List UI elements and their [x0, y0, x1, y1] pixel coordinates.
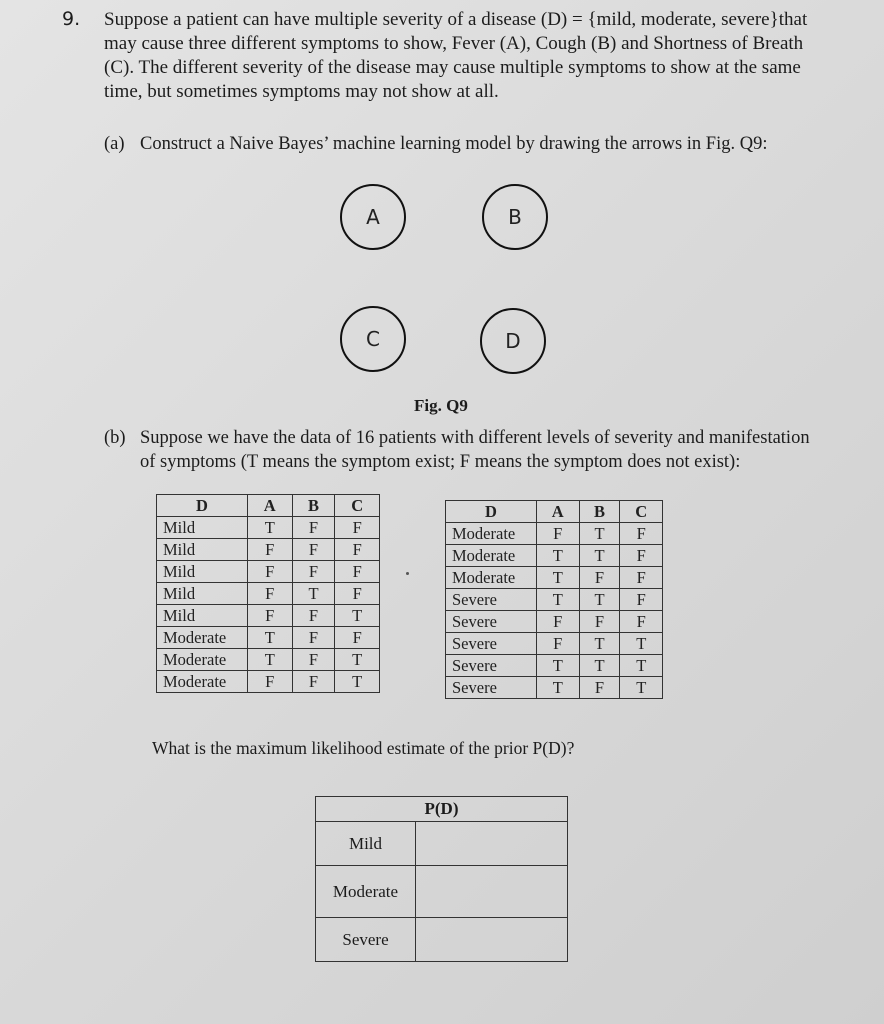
question-intro — [104, 8, 824, 104]
header-d: D — [446, 501, 537, 523]
cell-d: Severe — [446, 589, 537, 611]
header-a: A — [248, 495, 293, 517]
cell-a: F — [537, 523, 580, 545]
prior-label-moderate: Moderate — [316, 866, 416, 918]
cell-c: F — [335, 561, 380, 583]
table-row — [446, 545, 663, 567]
table-header-row — [157, 495, 380, 517]
cell-d: Severe — [446, 611, 537, 633]
intro-line: time, but sometimes symptoms may not show at all. — [104, 81, 499, 102]
cell-d: Mild — [157, 605, 248, 627]
cell-a: F — [248, 561, 293, 583]
table-row — [446, 611, 663, 633]
data-table-left — [156, 494, 380, 693]
cell-c: F — [335, 539, 380, 561]
header-c: C — [335, 495, 380, 517]
figure-caption: Fig. Q9 — [414, 396, 468, 415]
cell-d: Moderate — [157, 627, 248, 649]
table-row — [157, 649, 380, 671]
cell-d: Severe — [446, 633, 537, 655]
prior-answer-severe[interactable] — [416, 918, 568, 962]
table-row — [446, 677, 663, 699]
prior-header: P(D) — [316, 797, 568, 822]
cell-b: T — [292, 583, 335, 605]
cell-b: F — [579, 611, 620, 633]
cell-d: Moderate — [446, 567, 537, 589]
part-a — [104, 134, 824, 155]
cell-b: T — [579, 523, 620, 545]
cell-d: Severe — [446, 677, 537, 699]
cell-c: F — [620, 589, 663, 611]
cell-c: T — [335, 649, 380, 671]
intro-line: may cause three different symptoms to show, Fever (A), Cough (B) and Shortness of Breath — [104, 33, 804, 54]
cell-a: F — [248, 605, 293, 627]
intro-line: Suppose a patient can have multiple severity of a disease (D) = {mild, moderate, severe}that — [104, 9, 808, 30]
part-b-label: (b) — [104, 428, 126, 448]
table-row — [157, 539, 380, 561]
cell-c: F — [620, 523, 663, 545]
cell-a: T — [537, 677, 580, 699]
header-a: A — [537, 501, 580, 523]
table-row — [446, 589, 663, 611]
cell-a: T — [537, 567, 580, 589]
cell-d: Mild — [157, 561, 248, 583]
cell-d: Severe — [446, 655, 537, 677]
header-b: B — [579, 501, 620, 523]
prior-header-row — [316, 797, 568, 822]
cell-a: T — [248, 627, 293, 649]
cell-d: Mild — [157, 583, 248, 605]
cell-b: T — [579, 545, 620, 567]
cell-a: F — [248, 539, 293, 561]
table-row — [157, 627, 380, 649]
prior-label-severe: Severe — [316, 918, 416, 962]
table-row — [446, 655, 663, 677]
cell-d: Mild — [157, 517, 248, 539]
cell-a: T — [248, 517, 293, 539]
cell-a: T — [537, 589, 580, 611]
part-a-text: Construct a Naive Bayes’ machine learning model by drawing the arrows in Fig. Q9: — [140, 134, 768, 154]
part-b-line-2: of symptoms (T means the symptom exist; F means the symptom does not exist): — [140, 452, 741, 472]
cell-b: F — [292, 539, 335, 561]
node-b[interactable]: B — [482, 184, 548, 250]
question-number: 9. — [62, 8, 81, 30]
cell-c: F — [620, 567, 663, 589]
cell-c: T — [335, 671, 380, 693]
cell-b: T — [579, 655, 620, 677]
node-c[interactable]: C — [340, 306, 406, 372]
table-row — [157, 517, 380, 539]
cell-a: F — [537, 633, 580, 655]
cell-a: F — [248, 583, 293, 605]
table-row — [157, 561, 380, 583]
node-a[interactable]: A — [340, 184, 406, 250]
cell-a: F — [248, 671, 293, 693]
cell-c: T — [620, 655, 663, 677]
header-d: D — [157, 495, 248, 517]
cell-c: F — [335, 583, 380, 605]
cell-d: Moderate — [157, 671, 248, 693]
cell-c: F — [620, 545, 663, 567]
prior-row — [316, 866, 568, 918]
cell-d: Moderate — [157, 649, 248, 671]
table-row — [446, 633, 663, 655]
cell-a: F — [537, 611, 580, 633]
cell-b: T — [579, 633, 620, 655]
table-header-row — [446, 501, 663, 523]
cell-c: F — [335, 627, 380, 649]
table-row — [157, 605, 380, 627]
stray-dot — [406, 572, 409, 575]
table-row — [446, 567, 663, 589]
data-table-right — [445, 500, 663, 699]
prior-label-mild: Mild — [316, 822, 416, 866]
cell-b: F — [292, 671, 335, 693]
part-a-label: (a) — [104, 134, 125, 154]
cell-c: T — [335, 605, 380, 627]
cell-b: F — [292, 605, 335, 627]
prior-table — [315, 796, 568, 962]
cell-b: F — [579, 567, 620, 589]
prior-row — [316, 822, 568, 866]
prior-answer-mild[interactable] — [416, 822, 568, 866]
cell-c: T — [620, 633, 663, 655]
part-b-line-1 — [104, 426, 824, 450]
cell-b: F — [292, 649, 335, 671]
cell-c: F — [620, 611, 663, 633]
prior-question: What is the maximum likelihood estimate of the prior P(D)? — [152, 738, 575, 758]
cell-b: F — [292, 627, 335, 649]
prior-row — [316, 918, 568, 962]
cell-b: F — [579, 677, 620, 699]
cell-a: T — [537, 545, 580, 567]
cell-a: T — [537, 655, 580, 677]
table-row — [446, 523, 663, 545]
header-c: C — [620, 501, 663, 523]
cell-a: T — [248, 649, 293, 671]
part-b — [104, 426, 824, 474]
node-d[interactable]: D — [480, 308, 546, 374]
cell-b: T — [579, 589, 620, 611]
intro-line: (C). The different severity of the disease may cause multiple symptoms to show at the same — [104, 57, 801, 78]
prior-answer-moderate[interactable] — [416, 866, 568, 918]
cell-d: Mild — [157, 539, 248, 561]
table-row — [157, 583, 380, 605]
cell-d: Moderate — [446, 545, 537, 567]
part-b-text: Suppose we have the data of 16 patients with different levels of severity and manifestation — [140, 428, 810, 448]
cell-c: F — [335, 517, 380, 539]
table-row — [157, 671, 380, 693]
cell-d: Moderate — [446, 523, 537, 545]
header-b: B — [292, 495, 335, 517]
cell-b: F — [292, 517, 335, 539]
cell-c: T — [620, 677, 663, 699]
cell-b: F — [292, 561, 335, 583]
